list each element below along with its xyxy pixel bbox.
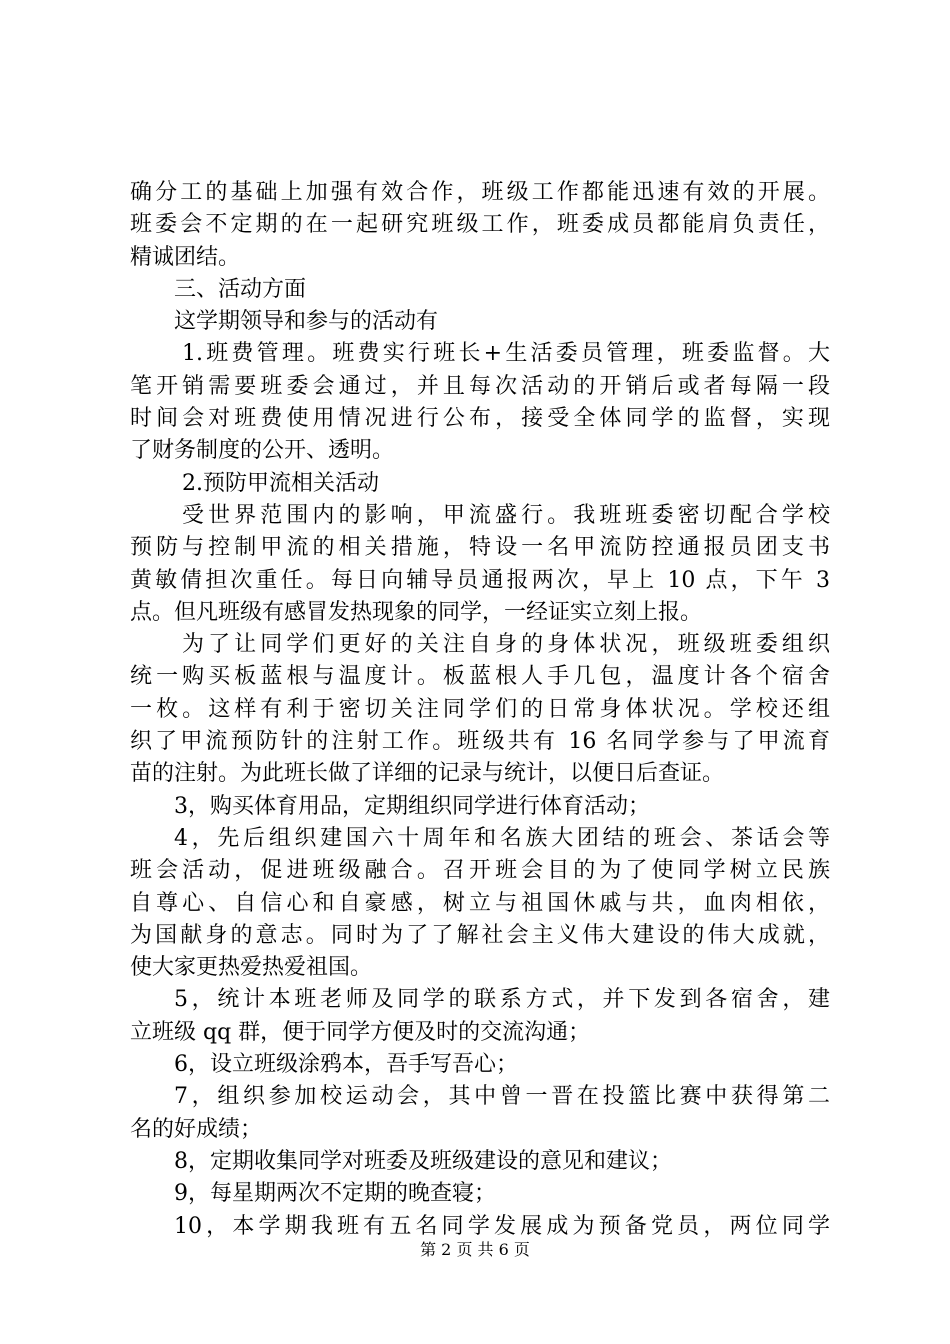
text-line: 这学期领导和参与的活动有 [174,309,439,335]
text-line: 了财务制度的公开、透明。 [130,438,395,464]
text-line: 苗的注射。为此班长做了详细的记录与统计，以便日后查证。 [130,761,725,787]
list-item: 3，购买体育用品，定期组织同学进行体育活动； [174,793,650,819]
text-line: 点。但凡班级有感冒发热现象的同学，一经证实立刻上报。 [130,599,703,625]
list-item: 4，先后组织建国六十周年和名族大团结的班会、茶话会等 [174,825,830,851]
body-text [130,177,830,1243]
text-line: 使大家更热爱热爱祖国。 [130,955,373,981]
text-line: 织了甲流预防针的注射工作。班级共有 16 名同学参与了甲流育 [130,729,830,755]
text-line: 笔开销需要班委会通过，并且每次活动的开销后或者每隔一段 [130,373,830,399]
list-item: 5，统计本班老师及同学的联系方式，并下发到各宿舍，建 [174,987,830,1013]
text-line: 确分工的基础上加强有效合作，班级工作都能迅速有效的开展。 [130,180,830,205]
text-line: 黄敏倩担次重任。每日向辅导员通报两次，早上 10 点，下午 3 [130,567,830,593]
page-number: 第 2 页 共 6 页 [420,1240,530,1259]
section-heading: 三、活动方面 [174,276,307,302]
text-line: 自尊心、自信心和自豪感，树立与祖国休戚与共，血肉相依， [130,890,830,916]
page-footer [0,1240,950,1260]
text-line: 班委会不定期的在一起研究班级工作，班委成员都能肩负责任， [130,212,830,238]
text-line: 预防与控制甲流的相关措施，特设一名甲流防控通报员团支书 [130,535,830,561]
list-item: 7，组织参加校运动会，其中曾一晋在投篮比赛中获得第二 [174,1084,830,1110]
list-item: 8，定期收集同学对班委及班级建设的意见和建议； [174,1148,672,1174]
text-line: 为了让同学们更好的关注自身的身体状况，班级班委组织 [182,632,830,658]
text-line: 1.班费管理。班费实行班长+生活委员管理，班委监督。大 [182,341,830,367]
text-line: 立班级 qq 群，便于同学方便及时的交流沟通； [130,1019,591,1045]
text-line: 一枚。这样有利于密切关注同学们的日常身体状况。学校还组 [130,696,830,722]
list-item: 10，本学期我班有五名同学发展成为预备党员，两位同学 [174,1213,830,1239]
text-line: 2.预防甲流相关活动 [182,470,379,496]
text-line: 精诚团结。 [130,244,241,270]
text-line: 受世界范围内的影响，甲流盛行。我班班委密切配合学校 [182,502,830,528]
list-item: 6，设立班级涂鸦本，吾手写吾心； [174,1052,518,1078]
text-line: 统一购买板蓝根与温度计。板蓝根人手几包，温度计各个宿舍 [130,664,830,690]
list-item: 9，每星期两次不定期的晚查寝； [174,1181,496,1207]
text-line: 为国献身的意志。同时为了了解社会主义伟大建设的伟大成就， [130,922,830,948]
text-line: 班会活动，促进班级融合。召开班会目的为了使同学树立民族 [130,858,830,884]
text-line: 名的好成绩； [130,1116,263,1142]
text-line: 时间会对班费使用情况进行公布，接受全体同学的监督，实现 [130,406,830,432]
